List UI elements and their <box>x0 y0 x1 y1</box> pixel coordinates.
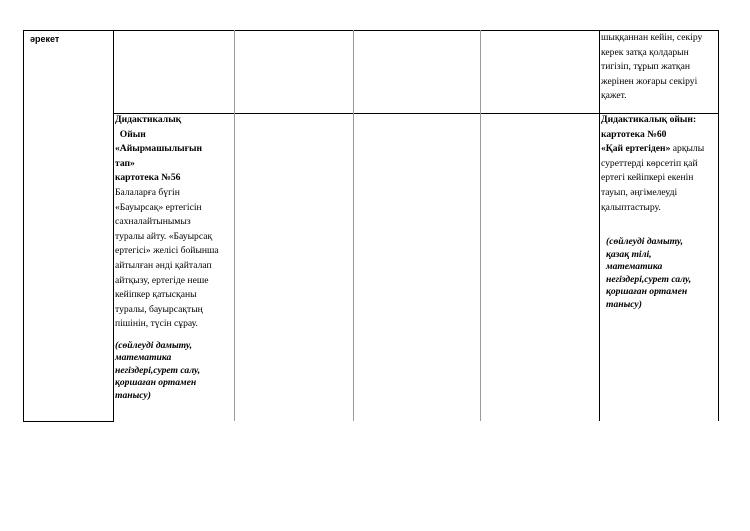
column-border-2 <box>113 30 114 421</box>
top-right-cell-text <box>601 31 702 104</box>
right-game-areas <box>606 236 704 311</box>
column-border-5 <box>480 30 481 421</box>
left-game-cell <box>115 113 219 402</box>
body-line: Балаларға бүгін <box>115 186 180 198</box>
row-label: әрекет <box>30 34 60 44</box>
areas-line: танысу) <box>115 389 151 401</box>
body-line: ертегісі» желісі бойынша <box>115 245 219 257</box>
areas-line: қоршаған ортамен <box>115 377 197 389</box>
areas-line: негіздері,сурет салу, <box>115 364 201 376</box>
text-line: қажет. <box>601 90 627 102</box>
title-line: картотека №60 <box>601 128 667 140</box>
body-line: пішінін, түсін сұрау. <box>115 318 198 330</box>
left-game-areas <box>115 340 219 403</box>
areas-line: танысу) <box>606 298 642 310</box>
title-line: Ойын <box>115 128 146 140</box>
title-line: тап» <box>115 157 135 169</box>
areas-line: математика <box>606 261 663 273</box>
areas-line: (сөйлеуді дамыту, <box>606 236 684 248</box>
body-line: тауып, әңгімелеуді <box>601 186 678 198</box>
body-line: туралы, бауырсақтың <box>115 303 203 315</box>
body-line: туралы айту. «Бауырсақ <box>115 230 213 242</box>
body-text: арқылы <box>670 143 705 155</box>
table-bottom-border <box>23 421 114 422</box>
body-line <box>601 142 704 157</box>
title-line: Дидактикалық ойын: <box>601 114 697 125</box>
column-border-4 <box>353 30 354 421</box>
body-line: айтылған әнді қайталап <box>115 259 212 271</box>
left-game-body <box>115 186 219 332</box>
body-line: сахналайтынымыз <box>115 216 191 228</box>
areas-line: қазақ тілі, <box>606 248 652 260</box>
title-line: картотека №56 <box>115 172 181 184</box>
body-line: кейіпкер қатысқаны <box>115 289 197 301</box>
right-game-body <box>601 142 704 215</box>
game-name: «Қай ертегіден» <box>601 143 671 155</box>
body-line: айтқызу, ертегіде неше <box>115 274 209 286</box>
left-game-title <box>115 113 219 186</box>
areas-line: математика <box>115 352 172 364</box>
body-line: қалыптастыру. <box>601 201 661 213</box>
column-border-3 <box>234 30 235 421</box>
text-line: шыққаннан кейін, секіру <box>601 32 703 43</box>
column-border-7 <box>718 30 719 421</box>
title-line: «Айырмашылығын <box>115 143 203 155</box>
text-line: керек затқа қолдарын <box>601 46 689 58</box>
text-line: жерінен жоғары секіруі <box>601 75 698 87</box>
right-game-title <box>601 113 704 142</box>
text-line: тигізіп, тұрып жатқан <box>601 61 690 73</box>
body-line: «Бауырсақ» ертегісін <box>115 201 202 213</box>
body-line: ертегі кейіпкері екенін <box>601 172 694 184</box>
body-line: суреттерді көрсетіп қай <box>601 157 698 169</box>
areas-line: негіздері,сурет салу, <box>606 273 692 285</box>
right-game-cell <box>601 113 704 311</box>
areas-line: (сөйлеуді дамыту, <box>115 339 193 351</box>
column-border-1 <box>23 30 24 421</box>
areas-line: қоршаған ортамен <box>606 286 688 298</box>
title-line: Дидактикалық <box>115 114 182 125</box>
column-border-6 <box>599 30 600 421</box>
